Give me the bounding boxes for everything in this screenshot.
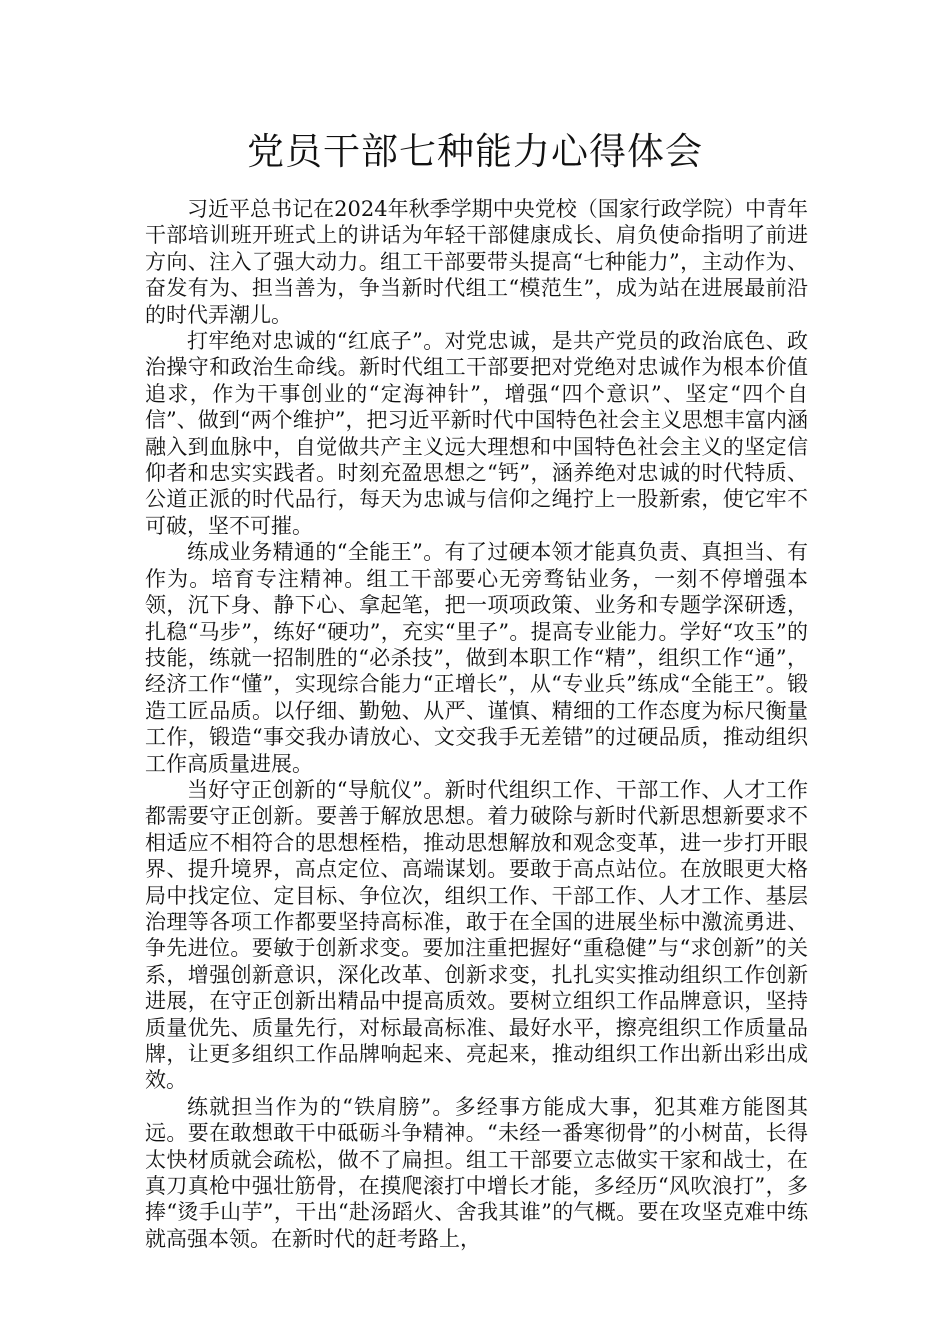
paragraph-innovation: 当好守正创新的“导航仪”。新时代组织工作、干部工作、人才工作都需要守正创新。要善于解放思想。着力破除与新时代新思想新要求不相适应不相符合的思想桎梏，推动思想解放和观念变革，进一步打开眼界、提升境界，高点定位、高端谋划。要敢于高点站位。在放眼更大格局中找定位、定目标、争位次，组织工作、干部工作、人才工作、基层治理等各项工作都要坚持高标准，敢于在全国的进展坐标中激流勇进、争先进位。要敏于创新求变。要加注重把握好“重稳健”与“求创新”的关系，增强创新意识，深化改革、创新求变，扎扎实实推动组织工作创新进展，在守正创新出精品中提高质效。要树立组织工作品牌意识，坚持质量优先、质量先行，对标最高标准、最好水平，擦亮组织工作质量品牌，让更多组织工作品牌响起来、亮起来，推动组织工作出新出彩出成效。 (145, 777, 808, 1093)
paragraph-intro: 习近平总书记在2024年秋季学期中央党校（国家行政学院）中青年干部培训班开班式上的讲话为年轻干部健康成长、肩负使命指明了前进方向、注入了强大动力。组工干部要带头提高“七种能力”，主动作为、奋发有为、担当善为，争当新时代组工“模范生”，成为站在进展最前沿的时代弄潮儿。 (145, 197, 808, 327)
paragraph-expertise: 练成业务精通的“全能王”。有了过硬本领才能真负责、真担当、有作为。培育专注精神。组工干部要心无旁骛钻业务，一刻不停增强本领，沉下身、静下心、拿起笔，把一项项政策、业务和专题学深研透，扎稳“马步”，练好“硬功”，充实“里子”。提高专业能力。学好“攻玉”的技能，练就一招制胜的“必杀技”，做到本职工作“精”，组织工作“通”，经济工作“懂”，实现综合能力“正增长”，从“专业兵”练成“全能王”。锻造工匠品质。以仔细、勤勉、从严、谨慎、精细的工作态度为标尺衡量工作，锻造“事交我办请放心、文交我手无差错”的过硬品质，推动组织工作高质量进展。 (145, 540, 808, 776)
paragraph-loyalty: 打牢绝对忠诚的“红底子”。对党忠诚，是共产党员的政治底色、政治操守和政治生命线。新时代组工干部要把对党绝对忠诚作为根本价值追求，作为干事创业的“定海神针”，增强“四个意识”、坚定“四个自信”、做到“两个维护”，把习近平新时代中国特色社会主义思想丰富内涵融入到血脉中，自觉做共产主义远大理想和中国特色社会主义的坚定信仰者和忠实实践者。时刻充盈思想之“钙”，涵养绝对忠诚的时代特质、公道正派的时代品行，每天为忠诚与信仰之绳拧上一股新索，使它牢不可破，坚不可摧。 (145, 329, 808, 538)
paragraph-responsibility: 练就担当作为的“铁肩膀”。多经事方能成大事，犯其难方能图其远。要在敢想敢干中砥砺斗争精神。“未经一番寒彻骨”的小树苗，长得太快材质就会疏松，做不了扁担。组工干部要立志做实干家和战士，在真刀真枪中强壮筋骨，在摸爬滚打中增长才能，多经历“风吹浪打”，多捧“烫手山芋”，干出“赴汤蹈火、舍我其谁”的气概。要在攻坚克难中练就高强本领。在新时代的赶考路上， (145, 1094, 808, 1251)
document-body (145, 196, 808, 1252)
document-title: 党员干部七种能力心得体会 (247, 130, 703, 173)
